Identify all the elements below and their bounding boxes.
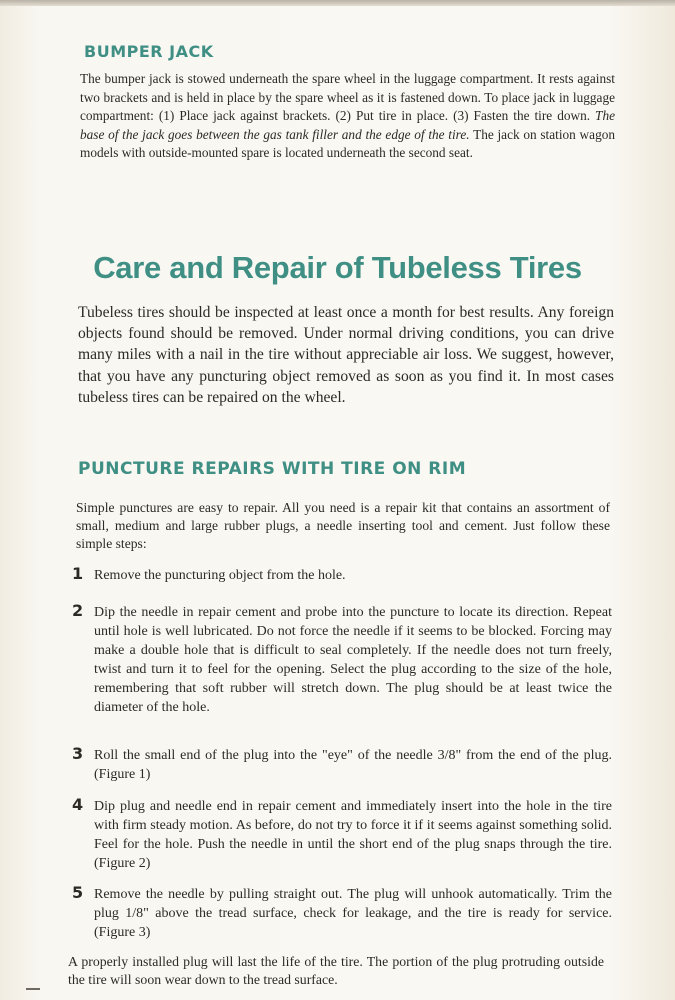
step-text: Dip the needle in repair cement and probe into the puncture to locate its direction. Repeat until hole is well lubricated. Do not force the needle if it seems to be blocked. Forcing may make a double hole that is difficult to seal completely. If the needle does not turn freely, twist and turn it to feel for the opening. Select the plug according to the size of the hole, remembering that soft rubber will stretch down. The plug should be at least twice the diameter of the hole. — [94, 605, 612, 715]
step-2 — [72, 603, 612, 717]
step-number: 2 — [72, 601, 84, 620]
step-1 — [72, 566, 612, 585]
closing-paragraph: A properly installed plug will last the life of the tire. The portion of the plug protruding outside the tire will soon wear down to the tread surface. — [68, 954, 604, 987]
step-number: 3 — [72, 744, 84, 763]
bumper-jack-italic-text: The base of the jack goes between the gas tank filler and the edge of the tire. — [80, 108, 615, 142]
bumper-jack-text-1: The bumper jack is stowed underneath the spare wheel in the luggage compartment. It rests against two brackets and is held in place by the spare wheel as it is fastened down. To place jack in luggage compartment: (1) Place jack against brackets. (2) Put tire in place. (3) Fasten the tire down. — [80, 71, 615, 124]
tubeless-intro-paragraph: Tubeless tires should be inspected at least once a month for best results. Any foreign objects found should be removed. Under normal driving conditions, you can drive many miles with a nail in the tire without appreciable air loss. We suggest, however, that you have any puncturing object removed as soon as you find it. In most cases tubeless tires can be repaired on the wheel. — [78, 304, 614, 406]
page-edge-mark — [26, 988, 40, 990]
bumper-jack-heading: BUMPER JACK — [84, 42, 214, 61]
puncture-intro-paragraph: Simple punctures are easy to repair. All you need is a repair kit that contains an assortment of small, medium and large rubber plugs, a needle inserting tool and cement. Just follow these simple steps: — [76, 500, 610, 551]
step-number: 5 — [72, 883, 84, 902]
step-text: Remove the needle by pulling straight out. The plug will unhook automatically. Trim the plug 1/8" above the tread surface, check for leakage, and the tire is ready for service. (Figure 3) — [94, 887, 612, 940]
step-5 — [72, 885, 612, 942]
page-top-edge — [0, 0, 675, 6]
step-number: 4 — [72, 795, 84, 814]
page-title: Care and Repair of Tubeless Tires — [93, 250, 582, 285]
step-text: Remove the puncturing object from the hole. — [94, 568, 346, 583]
step-number: 1 — [72, 564, 84, 583]
step-4 — [72, 797, 612, 873]
bumper-jack-text-2: The jack on station wagon models with outside-mounted spare is located underneath the second seat. — [80, 126, 616, 161]
puncture-repairs-heading: PUNCTURE REPAIRS WITH TIRE ON RIM — [78, 459, 467, 479]
bumper-jack-paragraph — [80, 70, 615, 163]
step-text: Dip plug and needle end in repair cement and immediately insert into the hole in the tire with firm steady motion. As before, do not try to force it if it seems against something solid. Feel for the hole. Push the needle in until the short end of the plug snaps through the tire. (Figure 2) — [94, 799, 612, 871]
step-3 — [72, 746, 612, 784]
step-text: Roll the small end of the plug into the "eye" of the needle 3/8" from the end of the plug. (Figure 1) — [94, 748, 612, 782]
